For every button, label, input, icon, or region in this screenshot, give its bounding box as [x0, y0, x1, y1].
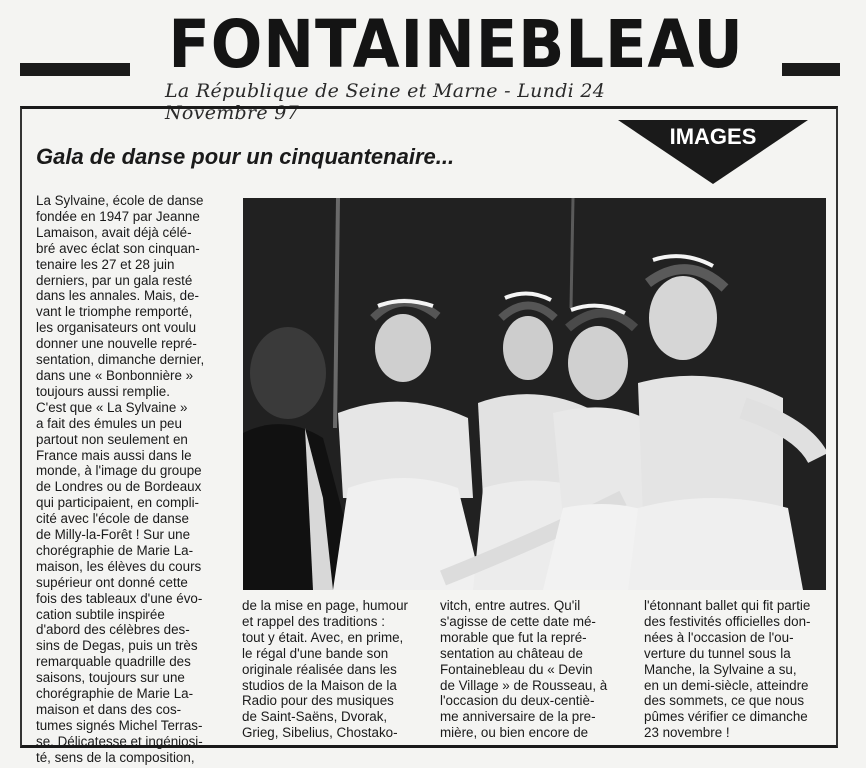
article-column-2: de la mise en page, humour et rappel des traditions : tout y était. Avec, en prime, le régal d'une bande son originale réalisée dans les studios de la Maison de la Radio pour des musiques de Saint-Saëns, Dvorak, Grieg, Sibelius, Chostako-: [242, 598, 408, 741]
article-column-3: vitch, entre autres. Qu'il s'agisse de cette date mé- morable que fut la repré- sentation au château de Fontainebleau du « Devin de Village » de Rousseau, à l'occasion du deux-centiè- me anniversaire de la pre- mière, ou bien encore de: [440, 598, 608, 741]
article-headline: Gala de danse pour un cinquantenaire...: [36, 144, 455, 169]
masthead-rule-right: [782, 63, 840, 76]
dancers-photo: [243, 198, 826, 590]
article-column-4: l'étonnant ballet qui fit partie des festivités officielles don- nées à l'occasion de l'ou- verture du tunnel sous la Manche, la Sylvaine a su, en un demi-siècle, atteindre des sommets, ce que nous pûmes vérifier ce dimanche 23 novembre !: [644, 598, 811, 741]
masthead-title: FONTAINEBLEAU: [168, 6, 744, 83]
section-tag-label: IMAGES: [669, 124, 757, 149]
section-tag: [618, 120, 808, 184]
handwritten-source-note: La République de Seine et Marne - Lundi 24 Novembre 97: [165, 80, 606, 124]
masthead: [0, 6, 866, 83]
article-column-1: La Sylvaine, école de danse fondée en 1947 par Jeanne Lamaison, avait déjà célé- bré avec éclat son cinquan- tenaire les 27 et 28 juin derniers, par un gala resté dans les annales. Mais, de- vant le triomphe remporté, les organisateurs ont voulu donner une nouvelle repré- sentation, dimanche dernier, dans une « Bonbonnière » toujours aussi remplie. C'est que « La Sylvaine » a fait des émules un peu partout non seulement en France mais aussi dans le monde, à l'image du groupe de Londres ou de Bordeaux qui participaient, en compli- cité avec l'école de danse de Milly-la-Forêt ! Sur une chorégraphie de Marie La- maison, les élèves du cours supérieur ont donné cette fois des tableaux d'une évo- cation subtile inspirée d'abord des célèbres des- sins de Degas, puis un très remarquable quadrille des saisons, toujours sur une chorégraphie de Marie La- maison et dans des cos- tumes signés Michel Terras- se. Délicatesse et ingéniosi- té, sens de la composition,: [36, 193, 205, 765]
masthead-rule-left: [20, 63, 130, 76]
